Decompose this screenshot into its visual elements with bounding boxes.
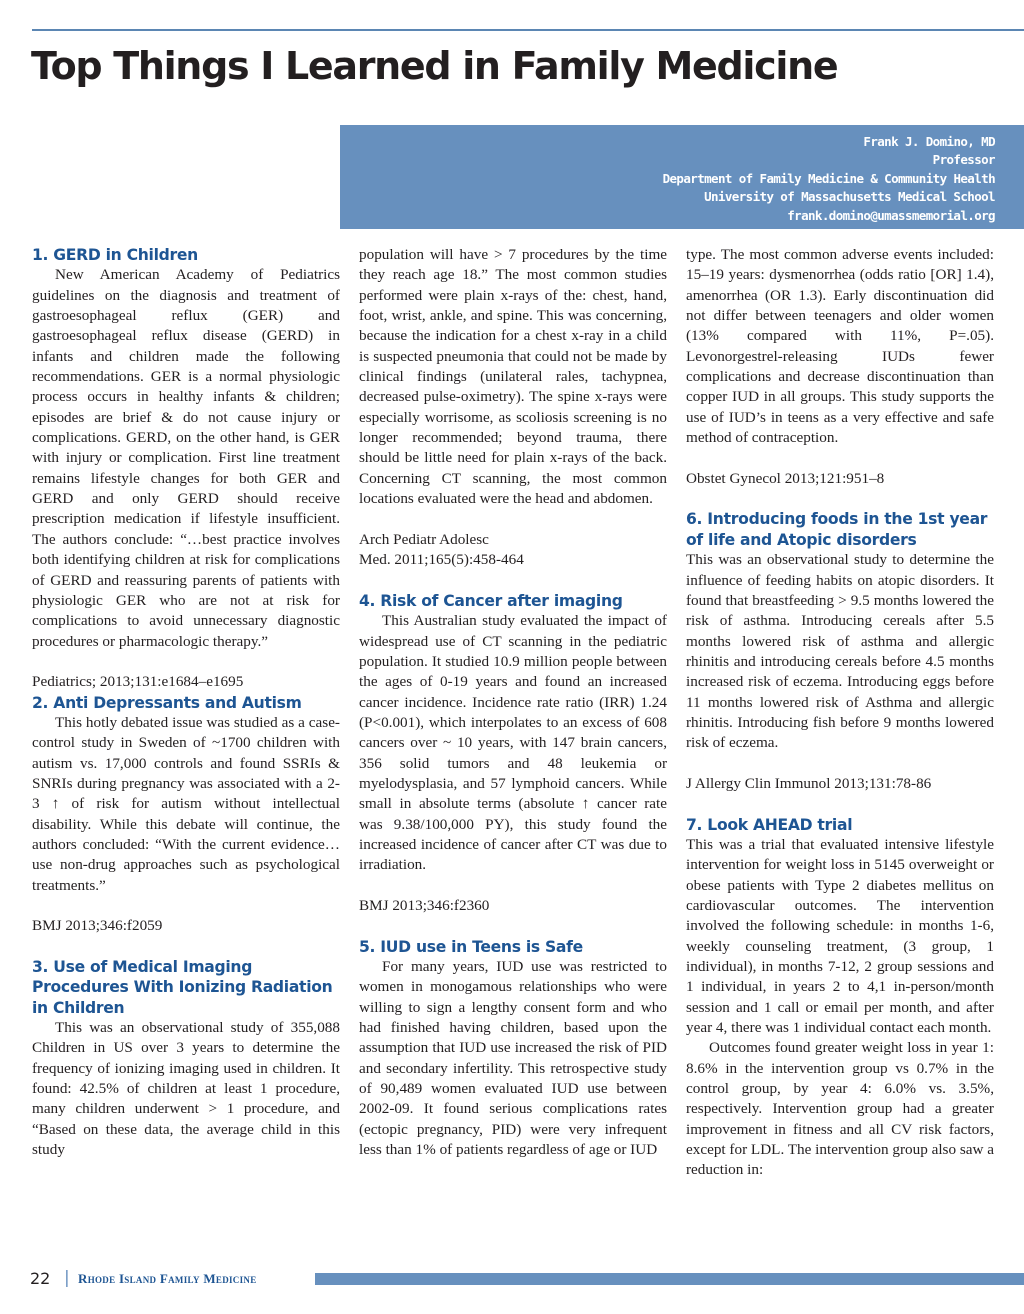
- section-3-text-start: This was an observational study of 355,088 Children in US over 3 years to determine the frequency of ionizing imaging used in children. It found: 42.5% of children at least 1 procedure, many children underwent > 1 procedure, and “Based on these data, the average child in this study: [32, 1019, 340, 1159]
- author-email: frank.domino@umassmemorial.org: [787, 207, 995, 223]
- footer-bar: [315, 1273, 1024, 1285]
- section-1-text: New American Academy of Pediatrics guidelines on the diagnosis and treatment of gastroesophageal reflux (GER) and gastroesophageal reflux disease (GERD) in infants and children made the following recommendations. GER is a normal physiologic process occurs in healthy infants & children; episodes are brief & do not cause injury or complications. GERD, on the other hand, is GER with injury or complication. First line treatment remains lifestyle changes for both GER and GERD and only GERD should receive prescription medication if lifestyle insufficient. The authors conclude: “…best practice involves both identifying children at risk for complications of GERD and reassuring parents of patients with physiologic GER who are not at risk for complications to avoid unnecessary diagnostic procedures or pharmacologic therapy.”: [32, 266, 340, 650]
- author-name: Frank J. Domino, MD: [863, 134, 995, 149]
- section-4-heading: 4. Risk of Cancer after imaging: [359, 591, 623, 610]
- section-6-text: This was an observational study to determine the influence of feeding habits on atopic disorders. It found that breastfeeding > 9.5 months lowered the risk of asthma. Introducing cereals after 5.5 months lowered risk of asthma and allergic rhinitis and introducing cereals before 4.5 months increased risk of eczema. Introducing eggs before 11 months lowered risk of Asthma and allergic rhinitis. Introducing fish before 9 months lowered risk of eczema.: [686, 551, 994, 752]
- section-1-citation: Pediatrics; 2013;131:e1684–e1695: [32, 673, 244, 691]
- section-3-citation-line1: Arch Pediatr Adolesc: [359, 530, 489, 548]
- section-1-heading: 1. GERD in Children: [32, 246, 198, 264]
- section-3-heading: 3. Use of Medical Imaging Procedures With Ionizing Radiation in Children: [32, 958, 333, 1017]
- section-2-heading: 2. Anti Depressants and Autism: [32, 693, 302, 712]
- page-number: 22: [30, 1269, 51, 1288]
- section-5-citation: Obstet Gynecol 2013;121:951–8: [686, 469, 885, 487]
- section-4-citation: BMJ 2013;346:f2360: [359, 897, 490, 914]
- author-position: Professor: [932, 152, 995, 168]
- top-rule: [32, 29, 1024, 31]
- page-footer: [30, 1268, 1024, 1292]
- section-4-text: This Australian study evaluated the impact of widespread use of CT scanning in the pediatric population. It studied 10.9 million people between the ages of 0-19 years and found an increased cancer incidence. Incidence rate ratio (IRR) 1.24 (P<0.001), which interpolates to an excess of 608 cancers over ~ 10 years, with 147 brain cancers, 356 solid tumors and 48 leukemia or myelodysplasia, and 57 lymphoid cancers. While small in absolute terms (absolute ↑ cancer rate was 9.38/100,000 PY), this study found the increased incidence of cancer after CT was due to irradiation.: [359, 612, 667, 874]
- section-5-text-start: For many years, IUD use was restricted to women in monogamous relationships who were willing to sign a lengthy consent form and who had finished having children, based upon the assumption that IUD use increased the risk of PID and secondary infertility. This retrospective study of 90,489 women evaluated IUD use between 2002-09. It found serious complications rates (ectopic pregnancy, PID) were very infrequent less than 1% of patients regardless of age or IUD: [359, 958, 667, 1159]
- section-2-text: This hotly debated issue was studied as a case-control study in Sweden of ~1700 children with autism vs. 17,000 controls and found SSRIs & SNRIs during pregnancy was associated with a 2-3 ↑ of risk for autism without intellectual disability. While this debate will continue, the authors concluded: “With the current evidence…use non-drug approaches such as psychological treatments.”: [32, 713, 340, 894]
- section-7-heading: 7. Look AHEAD trial: [686, 815, 853, 834]
- footer-separator: |: [64, 1268, 70, 1288]
- column-1: [32, 245, 340, 1160]
- section-5-heading: 5. IUD use in Teens is Safe: [359, 937, 583, 956]
- section-7-outcomes-text: Outcomes found greater weight loss in year 1: 8.6% in the intervention group vs 0.7% in the control group, by year 4: 6.0% vs. 3.5%, respectively. Intervention group had a greater improvement in fitness and all CV risk factors, except for LDL. The intervention group also saw a reduction in:: [686, 1039, 995, 1179]
- section-7-text: This was a trial that evaluated intensive lifestyle intervention for weight loss in 5145 overweight or obese patients with Type 2 diabetes mellitus on cardiovascular outcomes. The intervention involved the following schedule: in months 1-6, weekly counseling treatment, (3 group, 1 individual), in months 7-12, 2 group sessions and 1 individual, in years 2 to 4,1 in-person/month session and 1 call or email per month, and after year 4, there was 1 individual contact each month.: [686, 835, 994, 1037]
- journal-name: Rhode Island Family Medicine: [78, 1271, 257, 1286]
- section-6-heading: 6. Introducing foods in the 1st year of life and Atopic disorders: [686, 510, 988, 549]
- section-2-citation: BMJ 2013;346:f2059: [32, 917, 163, 935]
- section-5-text-continued: type. The most common adverse events included: 15–19 years: dysmenorrhea (odds ratio [OR] 1.4), amenorrhea (OR 1.3). Early discontinuation did not differ between teenagers and older women (13% compared with 11%, P=.05). Levonorgestrel-releasing IUDs fewer complications and decrease discontinuation than copper IUD in all groups. This study supports the use of IUD’s in teens as a very effective and safe method of contraception.: [686, 246, 994, 447]
- author-department: Department of Family Medicine & Community Health: [662, 170, 995, 186]
- author-institution: University of Massachusetts Medical School: [704, 189, 995, 205]
- column-3: [686, 245, 994, 1181]
- section-3-citation-line2: Med. 2011;165(5):458-464: [359, 551, 524, 569]
- author-box: [340, 125, 1024, 229]
- page-title: Top Things I Learned in Family Medicine: [31, 44, 838, 88]
- section-6-citation: J Allergy Clin Immunol 2013;131:78-86: [686, 774, 932, 792]
- column-2: [359, 245, 667, 1160]
- section-3-text-continued: population will have > 7 procedures by the time they reach age 18.” The most common studies performed were plain x-rays of the: chest, hand, foot, wrist, ankle, and spine. This was concerning, because the indication for a chest x-ray in a child is suspected pneumonia that could not be made by clinical findings (unilateral rales, tachypnea, decreased pulse-oximetry). The spine x-rays were especially worrisome, as scoliosis screening is no longer recommended; beyond trauma, there should be little need for plain x-rays of the back. Concerning CT scanning, the most common locations evaluated were the head and abdomen.: [359, 246, 667, 508]
